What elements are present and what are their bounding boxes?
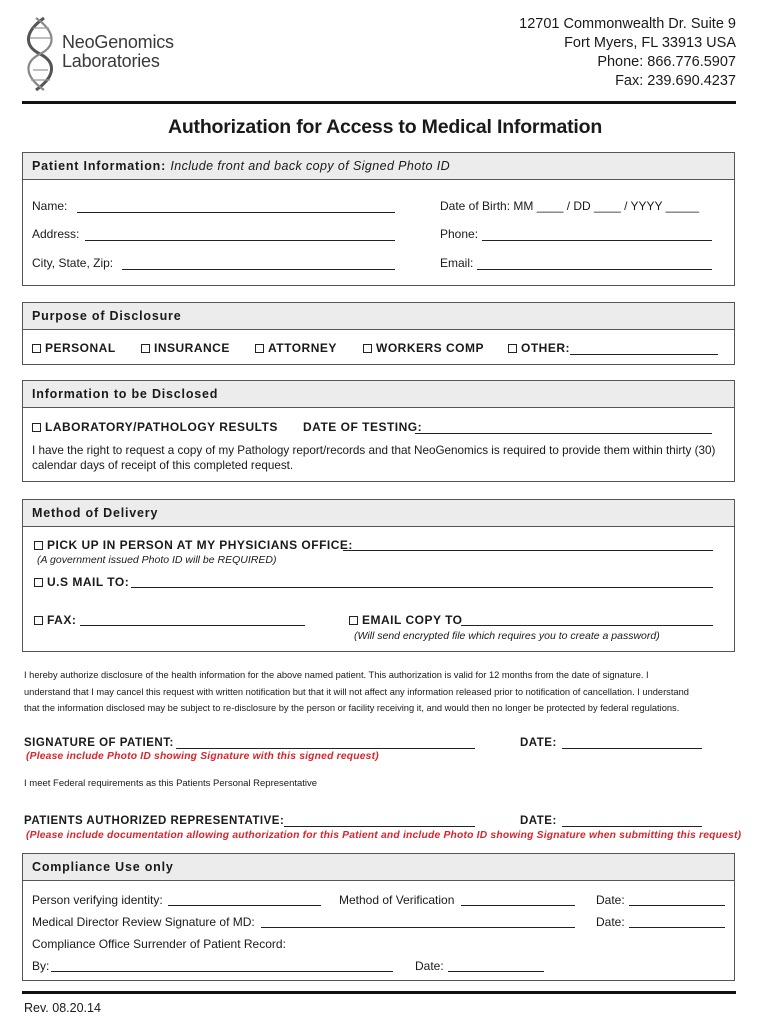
compliance-date-3-label: Date: <box>415 959 444 973</box>
name-field[interactable] <box>77 212 395 213</box>
compliance-date-1-field[interactable] <box>629 905 725 906</box>
representative-date-field[interactable] <box>562 826 702 827</box>
pickup-note: (A government issued Photo ID will be REQUIRED) <box>37 554 277 566</box>
patient-heading-note: Include front and back copy of Signed Photo ID <box>170 159 451 173</box>
purpose-insurance-label: INSURANCE <box>154 341 230 355</box>
checkbox-icon <box>34 541 43 550</box>
authorization-statement <box>24 667 740 717</box>
rights-line-1: I have the right to request a copy of my Pathology report/records and that NeoGenomics is required to provide them within thirty (30) <box>32 444 716 457</box>
city-state-zip-label: City, State, Zip: <box>32 256 114 270</box>
patient-information-section <box>22 152 735 286</box>
us-mail-label: U.S MAIL TO: <box>47 575 130 589</box>
compliance-header: Compliance Use only <box>23 854 734 881</box>
purpose-insurance-checkbox[interactable] <box>141 341 230 355</box>
surrender-label: Compliance Office Surrender of Patient Record: <box>32 937 286 951</box>
purpose-attorney-label: ATTORNEY <box>268 341 337 355</box>
checkbox-icon <box>34 578 43 587</box>
purpose-other-field[interactable] <box>570 354 718 355</box>
lab-results-label: LABORATORY/PATHOLOGY RESULTS <box>45 420 278 434</box>
logo-line-2: Laboratories <box>62 51 160 71</box>
revision-number: Rev. 08.20.14 <box>24 1001 101 1015</box>
compliance-date-3-field[interactable] <box>448 971 544 972</box>
address-label: Address: <box>32 227 80 241</box>
authorization-line-1: I hereby authorize disclosure of the health information for the above named patient. This authorization is valid for 12 months from the date of signature. I <box>24 670 649 680</box>
purpose-workers-comp-checkbox[interactable] <box>363 341 484 355</box>
checkbox-icon <box>32 344 41 353</box>
patient-information-header <box>23 153 734 180</box>
patient-heading-label: Patient Information: <box>32 159 167 173</box>
patient-date-field[interactable] <box>562 748 702 749</box>
pickup-field[interactable] <box>343 550 713 551</box>
checkbox-icon <box>508 344 517 353</box>
checkbox-icon <box>141 344 150 353</box>
name-label: Name: <box>32 199 68 213</box>
rights-statement <box>32 443 732 473</box>
email-copy-label: EMAIL COPY TO <box>362 613 463 627</box>
logo-text <box>62 33 174 71</box>
md-signature-field[interactable] <box>261 927 575 928</box>
representative-label: PATIENTS AUTHORIZED REPRESENTATIVE: <box>24 815 285 827</box>
pickup-label: PICK UP IN PERSON AT MY PHYSICIANS OFFICE: <box>47 538 353 552</box>
method-of-delivery-header: Method of Delivery <box>23 500 734 527</box>
patient-date-label: DATE: <box>520 737 557 749</box>
purpose-other-label: OTHER: <box>521 341 570 355</box>
us-mail-checkbox[interactable] <box>34 575 129 589</box>
pickup-checkbox[interactable] <box>34 538 353 552</box>
checkbox-icon <box>34 616 43 625</box>
verification-method-field[interactable] <box>461 905 575 906</box>
compliance-section <box>22 853 735 981</box>
information-disclosed-section <box>22 380 735 482</box>
by-field[interactable] <box>51 971 393 972</box>
email-field[interactable] <box>477 269 712 270</box>
purpose-workers-comp-label: WORKERS COMP <box>376 341 484 355</box>
verification-method-label: Method of Verification <box>339 893 455 907</box>
fax-checkbox[interactable] <box>34 613 76 627</box>
verifier-field[interactable] <box>168 905 321 906</box>
checkbox-icon <box>255 344 264 353</box>
phone-label: Phone: <box>440 227 479 241</box>
representative-date-label: DATE: <box>520 815 557 827</box>
patient-signature-label: SIGNATURE OF PATIENT: <box>24 737 174 749</box>
date-of-testing-label: DATE OF TESTING: <box>303 420 423 434</box>
us-mail-field[interactable] <box>131 587 713 588</box>
purpose-personal-label: PERSONAL <box>45 341 116 355</box>
compliance-date-1-label: Date: <box>596 893 625 907</box>
email-copy-note: (Will send encrypted file which requires you to create a password) <box>354 630 660 642</box>
fax-label: FAX: <box>47 613 77 627</box>
authorization-line-2: understand that I may cancel this request with written notification but that it will not affect any information released prior to notification of cancellation. I understand <box>24 686 689 697</box>
md-signature-label: Medical Director Review Signature of MD: <box>32 915 255 929</box>
representative-signature-field[interactable] <box>284 826 475 827</box>
representative-note: (Please include documentation allowing authorization for this Patient and include Photo ID showing Signature when submitting this request) <box>26 830 742 841</box>
compliance-date-2-field[interactable] <box>629 927 725 928</box>
lab-results-checkbox[interactable] <box>32 420 278 434</box>
information-disclosed-header: Information to be Disclosed <box>23 381 734 408</box>
top-rule <box>22 101 736 104</box>
purpose-attorney-checkbox[interactable] <box>255 341 337 355</box>
verifier-label: Person verifying identity: <box>32 893 163 907</box>
patient-signature-field[interactable] <box>176 748 475 749</box>
address-line-1: 12701 Commonwealth Dr. Suite 9 <box>519 16 736 32</box>
patient-signature-note: (Please include Photo ID showing Signature with this signed request) <box>26 751 379 762</box>
purpose-personal-checkbox[interactable] <box>32 341 116 355</box>
phone-field[interactable] <box>482 240 712 241</box>
address-field[interactable] <box>85 240 395 241</box>
fax-number: Fax: 239.690.4237 <box>615 73 736 89</box>
purpose-header: Purpose of Disclosure <box>23 303 734 330</box>
logo-line-1: NeoGenomics <box>62 32 174 52</box>
compliance-date-2-label: Date: <box>596 915 625 929</box>
form-title: Authorization for Access to Medical Information <box>167 116 603 138</box>
fax-field[interactable] <box>80 625 305 626</box>
date-of-testing-field[interactable] <box>415 433 712 434</box>
method-of-delivery-section <box>22 499 735 652</box>
federal-requirements-note: I meet Federal requirements as this Patients Personal Representative <box>24 778 318 789</box>
company-address <box>519 15 736 91</box>
checkbox-icon <box>349 616 358 625</box>
dob-field[interactable]: Date of Birth: MM ____ / DD ____ / YYYY _____ <box>440 199 700 213</box>
rights-line-2: calendar days of receipt of this completed request. <box>32 459 294 472</box>
checkbox-icon <box>32 423 41 432</box>
email-label: Email: <box>440 256 474 270</box>
purpose-of-disclosure-section <box>22 302 735 365</box>
by-label: By: <box>32 959 50 973</box>
email-copy-field[interactable] <box>461 625 713 626</box>
email-copy-checkbox[interactable] <box>349 613 463 627</box>
bottom-rule <box>22 991 736 994</box>
purpose-other-checkbox[interactable] <box>508 341 570 355</box>
authorization-line-3: that the information disclosed may be subject to re-disclosure by the person or facility receiving it, and would then no longer be protected by federal regulations. <box>24 703 680 713</box>
address-line-2: Fort Myers, FL 33913 USA <box>564 35 736 51</box>
city-state-zip-field[interactable] <box>122 269 395 270</box>
checkbox-icon <box>363 344 372 353</box>
phone-number: Phone: 866.776.5907 <box>597 54 736 70</box>
